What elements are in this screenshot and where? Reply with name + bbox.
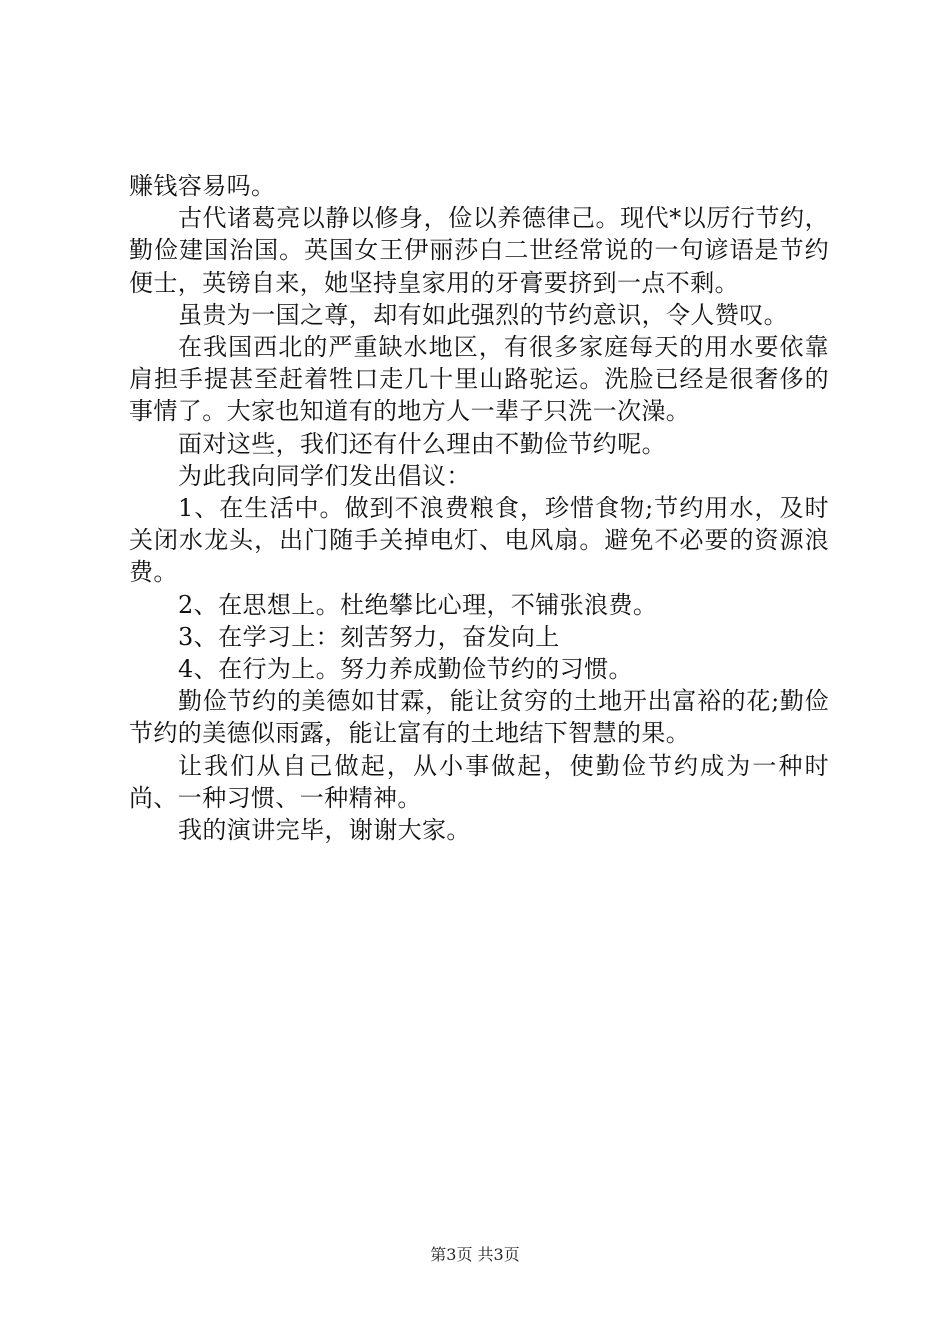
paragraph-9: 3、在学习上：刻苦努力，奋发向上 — [178, 622, 560, 651]
paragraph-6: 为此我向同学们发出倡议： — [178, 461, 471, 490]
paragraph-11: 勤俭节约的美德如甘霖，能让贫穷的土地开出富裕的花;勤俭节约的美德似雨露，能让富有的土地结下智慧的果。 — [129, 687, 829, 748]
paragraph-13: 我的演讲完毕，谢谢大家。 — [178, 816, 471, 845]
paragraph-3: 虽贵为一国之尊，却有如此强烈的节约意识，令人赞叹。 — [178, 300, 788, 329]
paragraph-5: 面对这些，我们还有什么理由不勤俭节约呢。 — [178, 429, 666, 458]
paragraph-2: 古代诸葛亮以静以修身，俭以养德律己。现代*以厉行节约，勤俭建国治国。英国女王伊丽莎白二世经常说的一句谚语是节约便士，英镑自来，她坚持皇家用的牙膏要挤到一点不剩。 — [129, 204, 829, 297]
document-body — [129, 170, 829, 846]
paragraph-8: 2、在思想上。杜绝攀比心理，不铺张浪费。 — [178, 590, 658, 619]
paragraph-4: 在我国西北的严重缺水地区，有很多家庭每天的用水要依靠肩担手提甚至赶着牲口走几十里山路驼运。洗脸已经是很奢侈的事情了。大家也知道有的地方人一辈子只洗一次澡。 — [129, 333, 829, 426]
paragraph-10: 4、在行为上。努力养成勤俭节约的习惯。 — [178, 655, 633, 684]
paragraph-12: 让我们从自己做起，从小事做起，使勤俭节约成为一种时尚、一种习惯、一种精神。 — [129, 751, 829, 812]
paragraph-1: 赚钱容易吗。 — [129, 172, 276, 200]
page-footer: 第3页 共3页 — [430, 1245, 520, 1264]
paragraph-7: 1、在生活中。做到不浪费粮食，珍惜食物;节约用水，及时关闭水龙头，出门随手关掉电灯、电风扇。避免不必要的资源浪费。 — [129, 494, 829, 587]
